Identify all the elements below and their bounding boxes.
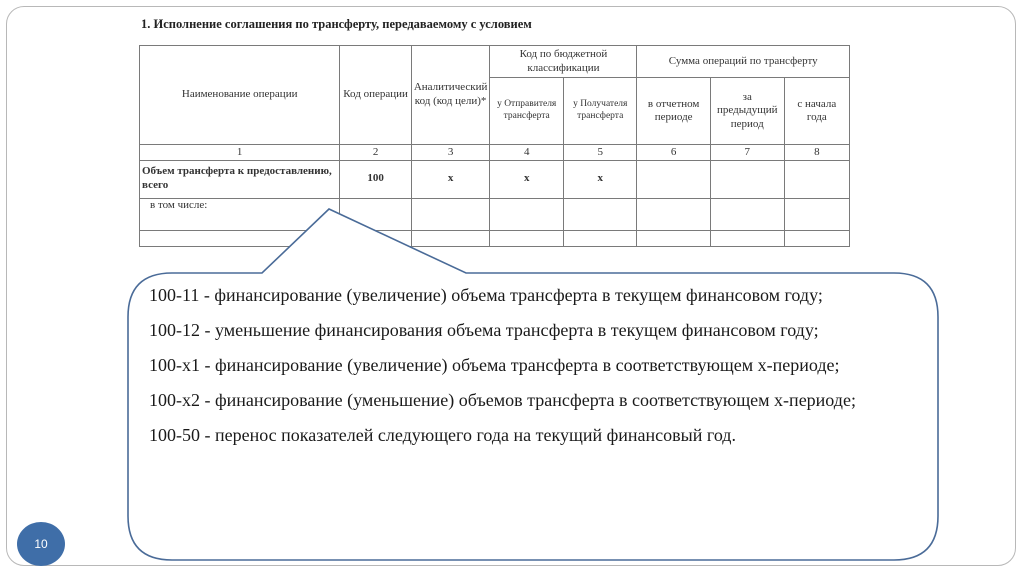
code-definition-item: 100-50 - перенос показателей следующего года на текущий финансовый год. xyxy=(149,425,736,445)
column-number: 4 xyxy=(490,145,564,160)
column-number: 3 xyxy=(411,145,490,160)
column-number: 7 xyxy=(710,145,784,160)
header-sender: у Отправителя трансферта xyxy=(490,78,564,145)
code-definition-item: 100-x2 - финансирование (уменьшение) объемов трансферта в соответствующем x-периоде; xyxy=(149,390,856,410)
code-definition-item: 100-12 - уменьшение финансирования объема трансферта в текущем финансовом году; xyxy=(149,320,819,340)
document-title: 1. Исполнение соглашения по трансферту, передаваемому с условием xyxy=(141,17,532,31)
header-transfer-sum: Сумма операций по трансферту xyxy=(637,46,850,78)
column-number: 1 xyxy=(140,145,340,160)
column-number: 2 xyxy=(340,145,411,160)
callout-text xyxy=(149,283,919,458)
code-definition-item: 100-x1 - финансирование (увеличение) объема трансферта в соответствующем x-периоде; xyxy=(149,355,840,375)
code-definition-item: 100-11 - финансирование (увеличение) объема трансферта в текущем финансовом году; xyxy=(149,285,823,305)
row-receiver-code: x xyxy=(563,160,636,198)
column-number: 5 xyxy=(563,145,636,160)
column-number: 6 xyxy=(637,145,710,160)
header-year-start: с начала года xyxy=(784,78,849,145)
row-including-label: в том числе: xyxy=(140,198,340,230)
header-budget-classification: Код по бюджетной классификации xyxy=(490,46,637,78)
header-operation-code: Код операции xyxy=(340,46,411,145)
header-analytic-code: Аналитический код (код цели)* xyxy=(411,46,490,145)
row-analytic-code: x xyxy=(411,160,490,198)
header-operation-name: Наименование операции xyxy=(140,46,340,145)
header-current-period: в отчетном периоде xyxy=(637,78,710,145)
column-number: 8 xyxy=(784,145,849,160)
page-number-badge: 10 xyxy=(17,522,65,566)
row-operation-name: Объем трансферта к предоставлению, всего xyxy=(140,160,340,198)
header-previous-period: за предыдущий период xyxy=(710,78,784,145)
header-receiver: у Получателя трансферта xyxy=(563,78,636,145)
row-operation-code: 100 xyxy=(340,160,411,198)
row-sender-code: x xyxy=(490,160,564,198)
